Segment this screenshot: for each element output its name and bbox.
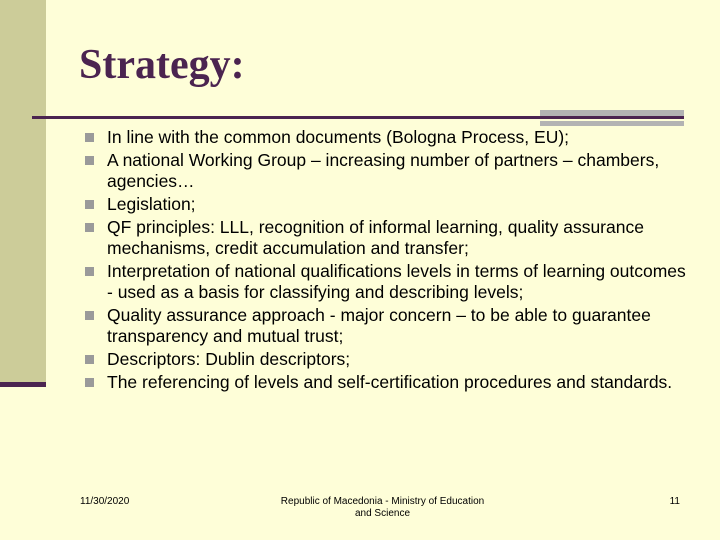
bullet-text: In line with the common documents (Bologna Process, EU);: [107, 127, 570, 147]
title-rule: [32, 116, 684, 119]
square-bullet-icon: [85, 133, 94, 142]
slide-title: Strategy:: [79, 42, 245, 88]
bullet-text: The referencing of levels and self-certification procedures and standards.: [107, 372, 673, 392]
bullet-item: [84, 349, 690, 370]
bullet-text: Legislation;: [107, 194, 196, 214]
side-decoration-line: [0, 382, 46, 387]
bullet-item: [84, 261, 690, 303]
square-bullet-icon: [85, 267, 94, 276]
square-bullet-icon: [85, 378, 94, 387]
square-bullet-icon: [85, 156, 94, 165]
footer-organization-line1: Republic of Macedonia - Ministry of Education: [280, 496, 485, 507]
bullet-item: [84, 194, 690, 215]
bullet-list: [84, 127, 690, 395]
bullet-text: A national Working Group – increasing number of partners – chambers, agencies…: [107, 150, 660, 191]
title-rule-accent-bottom: [540, 121, 684, 126]
footer-date: 11/30/2020: [80, 496, 130, 507]
side-decoration-bar: [0, 0, 46, 384]
bullet-item: [84, 150, 690, 192]
square-bullet-icon: [85, 311, 94, 320]
bullet-text: QF principles: LLL, recognition of informal learning, quality assurance mechanisms, credit accumulation and transfer;: [107, 217, 644, 258]
bullet-item: [84, 372, 690, 393]
bullet-text: Descriptors: Dublin descriptors;: [107, 349, 351, 369]
square-bullet-icon: [85, 200, 94, 209]
bullet-item: [84, 127, 690, 148]
bullet-text: Interpretation of national qualifications levels in terms of learning outcomes - used as a basis for classifying and describing levels;: [107, 261, 686, 302]
footer-page-number: 11: [669, 496, 680, 507]
bullet-item: [84, 217, 690, 259]
square-bullet-icon: [85, 355, 94, 364]
square-bullet-icon: [85, 223, 94, 232]
bullet-item: [84, 305, 690, 347]
footer-organization: [270, 496, 495, 520]
footer-organization-line2: and Science: [354, 508, 411, 519]
bullet-text: Quality assurance approach - major concern – to be able to guarantee transparency and mutual trust;: [107, 305, 651, 346]
